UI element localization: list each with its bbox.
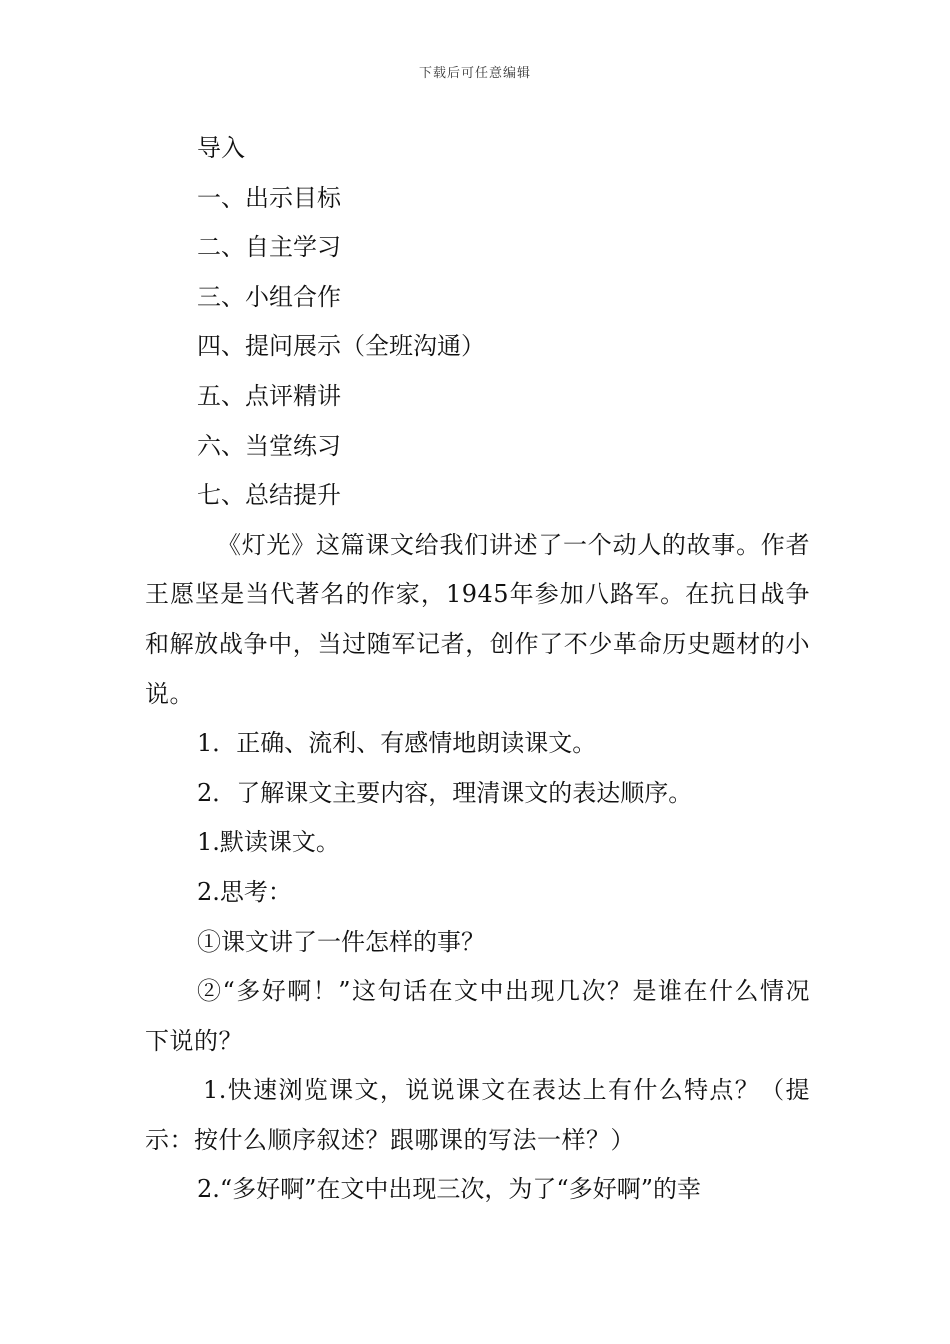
outline-item-6: 六、当堂练习 xyxy=(197,431,341,460)
page-header: 下载后可任意编辑 xyxy=(418,66,531,81)
document-body xyxy=(145,124,810,1215)
outline-item-7: 七、总结提升 xyxy=(197,481,341,510)
outline-item-5: 五、点评精讲 xyxy=(197,381,341,410)
intro-paragraph: 《灯光》这篇课文给我们讲述了一个动人的故事。作者王愿坚是当代著名的作家，1945年参加八路军。在抗日战争和解放战争中，当过随军记者，创作了不少革命历史题材的小说。 xyxy=(145,530,810,708)
question-1: ①课文讲了一件怎样的事？ xyxy=(197,927,485,956)
objective-1: 1．正确、流利、有感情地朗读课文。 xyxy=(197,729,597,758)
outline-item-4: 四、提问展示（全班沟通） xyxy=(197,332,485,361)
outline-item-1: 一、出示目标 xyxy=(197,183,341,212)
question-2: ②“多好啊！”这句话在文中出现几次？是谁在什么情况下说的？ xyxy=(145,977,810,1055)
self-study-step-1: 1.默读课文。 xyxy=(197,828,340,857)
group-task-1: 1.快速浏览课文，说说课文在表达上有什么特点？（提示：按什么顺序叙述？跟哪课的写法一样？） xyxy=(145,1076,810,1154)
objective-2: 2．了解课文主要内容，理清课文的表达顺序。 xyxy=(197,778,693,807)
outline-item-3: 三、小组合作 xyxy=(197,282,341,311)
group-task-2: 2.“多好啊”在文中出现三次，为了“多好啊”的幸 xyxy=(197,1175,701,1204)
outline-item-intro: 导入 xyxy=(197,134,245,162)
self-study-step-2: 2.思考： xyxy=(197,877,292,906)
outline-item-2: 二、自主学习 xyxy=(197,233,341,262)
